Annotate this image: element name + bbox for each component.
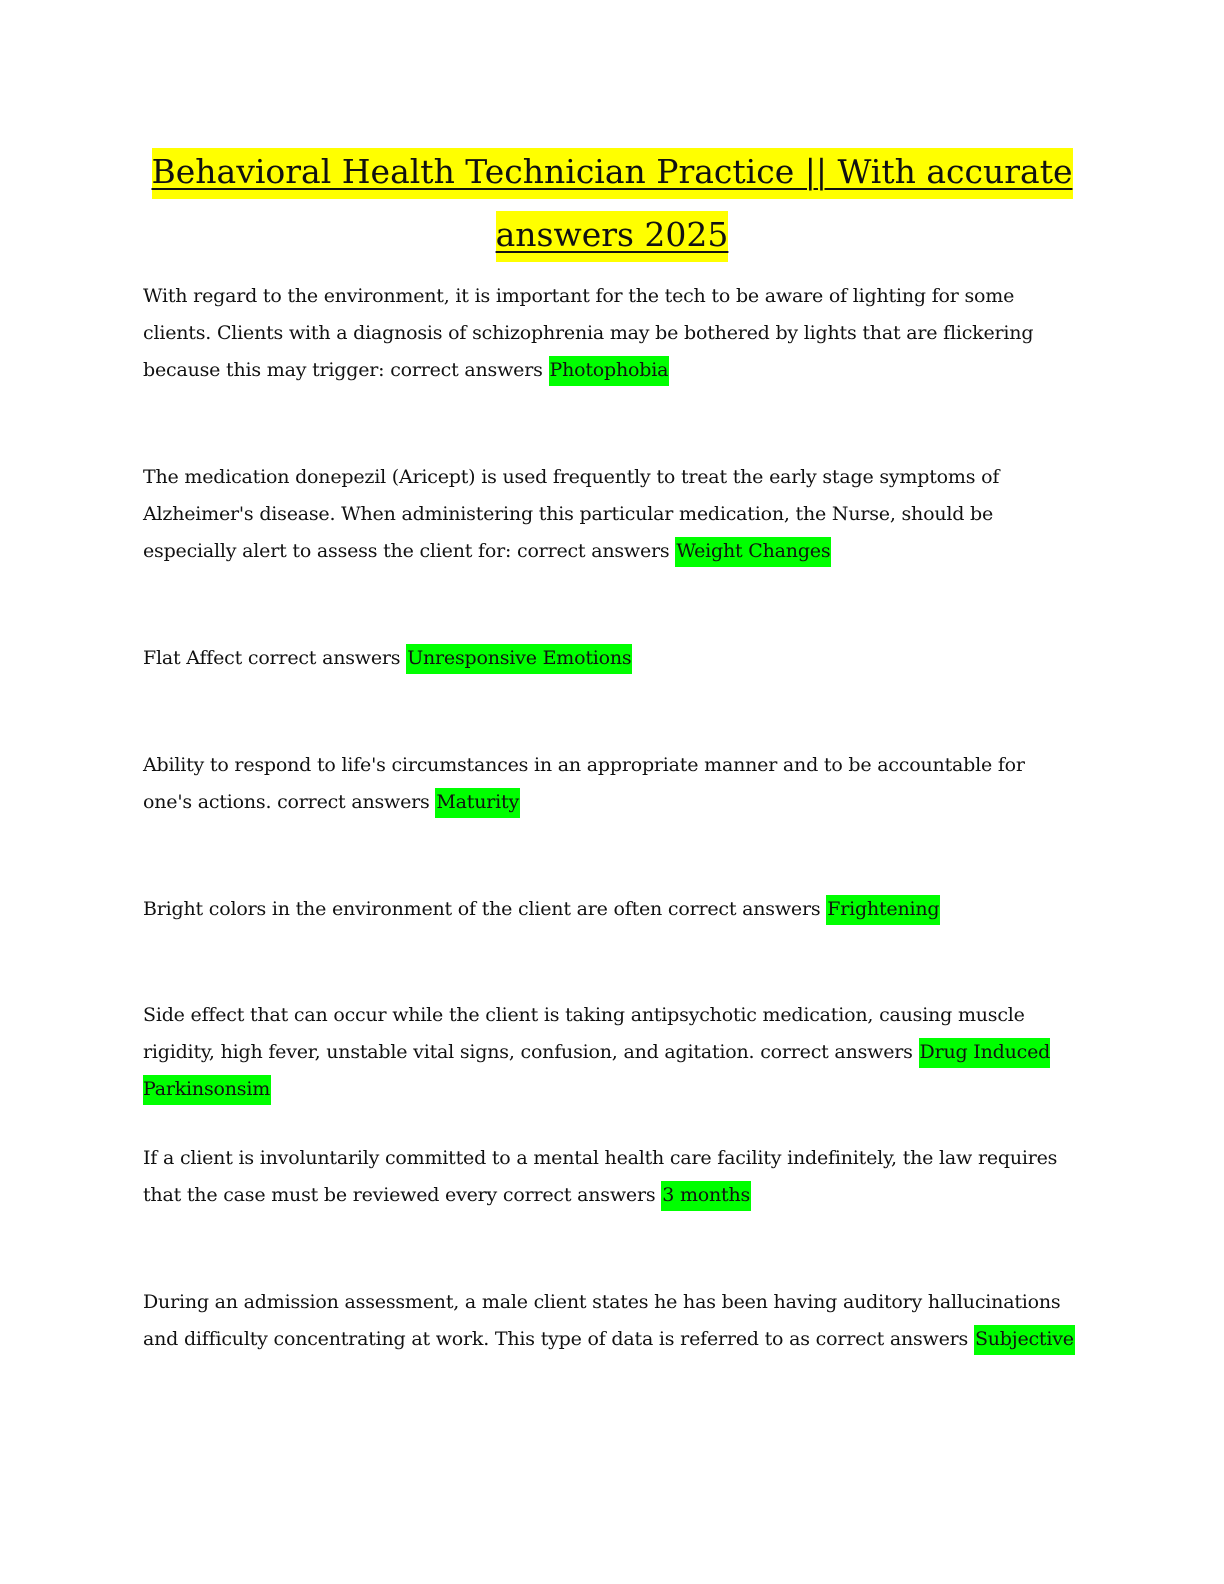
answer-highlight: Subjective [974, 1325, 1075, 1355]
qa-item [143, 891, 1078, 928]
question-text: Side effect that can occur while the client is taking antipsychotic medication, causing muscle rigidity, high fever, unstable vital signs, confusion, and agitation. correct answers [143, 1004, 1025, 1063]
answer-highlight: Weight Changes [675, 537, 831, 567]
answer-highlight: 3 months [661, 1181, 751, 1211]
answer-highlight: Frightening [826, 895, 940, 925]
question-text: Flat Affect correct answers [143, 647, 407, 669]
answer-highlight: Photophobia [549, 356, 670, 386]
title-line-2: answers 2025 [496, 211, 729, 262]
question-text: If a client is involuntarily committed to a mental health care facility indefinitely, the law requires that the case must be reviewed every correct answers [143, 1147, 1058, 1206]
qa-item [143, 640, 1078, 677]
question-text: Bright colors in the environment of the client are often correct answers [143, 898, 827, 920]
answer-highlight: Unresponsive Emotions [406, 644, 632, 674]
qa-item [143, 747, 1078, 821]
qa-item [143, 1284, 1078, 1358]
qa-item [143, 459, 1078, 570]
answer-highlight: Drug Induced Parkinsonsim [143, 1038, 1050, 1105]
qa-item [143, 278, 1078, 389]
question-text: During an admission assessment, a male client states he has been having auditory hallucinations and difficulty concentrating at work. This type of data is referred to as correct answers [143, 1291, 1061, 1350]
answer-highlight: Maturity [435, 788, 520, 818]
question-text: The medication donepezil (Aricept) is used frequently to treat the early stage symptoms of Alzheimer's disease. When administering this particular medication, the Nurse, should be especially alert to assess the client for: correct answers [143, 466, 1000, 562]
qa-item [143, 1140, 1078, 1214]
document-title [0, 140, 1224, 266]
question-text: Ability to respond to life's circumstances in an appropriate manner and to be accountable for one's actions. correct answers [143, 754, 1025, 813]
title-line-1: Behavioral Health Technician Practice || With accurate [152, 148, 1073, 199]
qa-item [143, 997, 1078, 1108]
question-text: With regard to the environment, it is important for the tech to be aware of lighting for some clients. Clients with a diagnosis of schizophrenia may be bothered by lights that are flickering because this may trigger: correct answers [143, 285, 1034, 381]
